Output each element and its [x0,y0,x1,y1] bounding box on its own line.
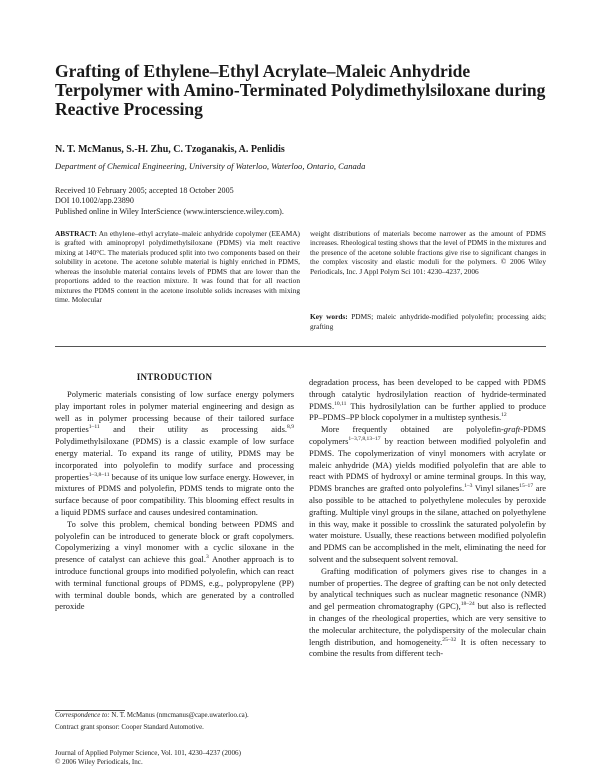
abstract-divider [55,346,546,347]
citation: 1–11 [88,424,100,431]
publication-info [55,186,284,217]
doi: DOI 10.1002/app.23890 [55,196,134,206]
abstract-left [55,229,300,305]
journal-citation [55,749,241,766]
abstract-label: ABSTRACT: [55,229,97,238]
journal-copyright: © 2006 Wiley Periodicals, Inc. [55,757,143,766]
published-online: Published online in Wiley InterScience (www.interscience.wiley.com). [55,206,284,216]
abstract-text-left: An ethylene–ethyl acrylate–maleic anhydride copolymer (EEAMA) is grafted with aminopropyl polydimethylsiloxane (PDMS) via melt reactive mixing at 140°C. The materials produced split into two components based on their solubility in acetone. The acetone soluble material is highly enriched in PDMS, whereas the insoluble material contains levels of PDMS that are lower than the proportions added to the reaction mixture. It was found that for all reaction mixtures the PDMS content in the acetone insoluble solids increases with mixing time. Molecular [55,229,301,305]
correspondence-note: Correspondence to: N. T. McManus (nmcmanus@cape.uwaterloo.ca). [55,712,249,719]
citation: 1–3 [464,483,473,490]
grant-note: Contract grant sponsor: Cooper Standard Automotive. [55,723,204,731]
section-heading-introduction: INTRODUCTION [136,372,213,382]
author-list: N. T. McManus, S.-H. Zhu, C. Tzoganakis, A. Penlidis [55,144,285,155]
body-column-left [55,389,294,613]
intro-paragraph-2: To solve this problem, chemical bonding between PDMS and polyolefin can be introduced to generate block or graft copolymers. Copolymerizing a vinyl monomer with a cyclic siloxane in the presence of catalyst can achieve this goal.$^3$ Another approach is to introduce functional groups into modified polyolefin, which can react with terminal functional groups of PDMS, e.g., polypropylene (PP) with terminal double bonds, which are generated by a controlled peroxide [55,518,294,612]
citation: 10,11 [334,400,347,407]
received-date: Received 10 February 2005; accepted 18 October 2005 [55,186,234,195]
keywords [310,312,546,331]
citation: 18–24 [460,601,475,608]
abstract-right [310,229,546,276]
keywords-text: PDMS; maleic anhydride-modified polyolefin; processing aids; grafting [310,312,546,331]
journal-line: Journal of Applied Polymer Science, Vol. 101, 4230–4237 (2006) [55,749,241,757]
paper-title: Grafting of Ethylene–Ethyl Acrylate–Maleic Anhydride Terpolymer with Amino-Terminated Polydimethylsiloxane during Reactive Processing [55,61,546,119]
abstract-copyright: © 2006 Wiley Periodicals, Inc. J Appl Polym Sci 101: 4230–4237, 2006 [310,257,546,276]
citation: 1–3,7,8,13–17 [348,436,381,443]
citation: 15–17 [519,483,534,490]
keywords-label: Key words: [310,312,348,321]
citation: 25–32 [442,636,457,643]
footnotes [55,712,294,732]
citation: 1–3,8–11 [88,471,110,478]
body-column-right [309,377,546,660]
citation: 12 [501,412,507,419]
affiliation: Department of Chemical Engineering, University of Waterloo, Waterloo, Ontario, Canada [55,161,366,171]
citation: 8,9 [287,424,294,431]
intro-paragraph-3: More frequently obtained are polyolefin-graft-PDMS copolymers$^{1-3,7,8,13-17}$ by reaction between modified polyolefin and PDMS. The copolymerization of vinyl monomers with acrylate or maleic anhydride (MA) yields modified polyolefin that are able to react with PDMS of hydroxyl or amine terminal groups. In this way, PDMS branches are grafted onto polyolefins.$^{1-3}$ Vinyl silanes$^{15-17}$ are also possible to be attached to polyethylene molecules by peroxide grafting. Multiple vinyl groups in the silane, attached on polyethylene in this way, make it possible to crosslink the saturated polyolefin by water moisture. Usually, these reactions between modified polyolefin and PDMS can be accomplished in the melt, eliminating the need for solvent and the subsequent solvent removal. [309,424,546,564]
intro-paragraph-4: Grafting modification of polymers gives rise to changes in a number of properties. The degree of grafting can be not only detected by analytical techniques such as nuclear magnetic resonance (NMR) and gel permeation chromatography (GPC),$^{18-24}$ but also is reflected in changes of the rheological properties, which are very sensitive to the molecular architecture, the polydispersity of the molecular chain length distribution, and homogeneity.$^{25-32}$ It is often necessary to combine the results from different tech- [309,565,546,659]
intro-paragraph-1: Polymeric materials consisting of low surface energy polymers play important roles in polymer material engineering and design as well as in polymer processing because of their tailored surface properties$^{1-11}$ and their utility as processing aids.$^{8,9}$ Polydimethylsiloxane (PDMS) is a classic example of low surface energy material. To expand its range of utility, PDMS may be incorporated into polyolefin to modify surface and processing properties$^{1-3,8-11}$ because of its unique low surface energy. However, in mixtures of PDMS and polyolefin, PDMS tends to migrate onto the surface because of poor compatibility. This blooming effect results in a liquid PDMS surface and causes undesired contamination. [55,389,294,517]
abstract-text-right: weight distributions of materials become narrower as the amount of PDMS increases. Rheological testing shows that the level of PDMS in the mixtures and the presence of the acetone soluble fractions give rise to significant changes in the complex viscosity and elastic moduli for the polymers. [310,229,546,267]
footnote-divider [55,710,125,711]
citation: 3 [205,554,209,561]
intro-paragraph-2-continued: degradation process, has been developed to be capped with PDMS through catalytic hydrosilylation reaction of hydride-terminated PDMS.$^{10,11}$ This hydrosilylation can be further applied to produce PP–PDMS–PP block copolymer in a multistep synthesis.$^{12}$ [309,377,546,423]
